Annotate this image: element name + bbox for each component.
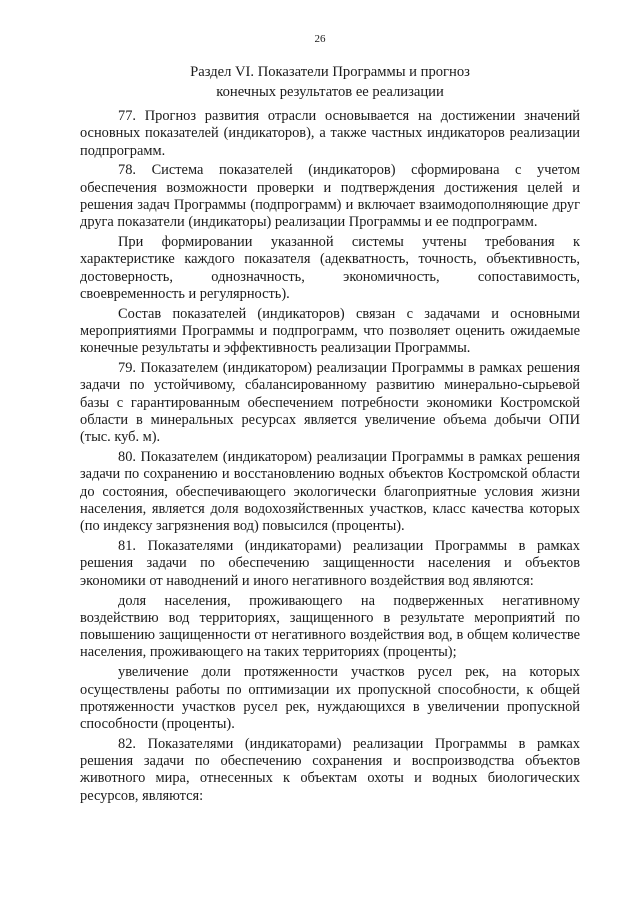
body-text — [80, 108, 580, 808]
page-number: 26 — [314, 33, 326, 45]
paragraph-81-item-1: доля населения, проживающего на подверженных негативному воздействию вод территориях, защищенного в результате мероприятий по повышению защищенности от негативного воздействия вод, в общем количестве населения, проживающего на таких территориях (проценты); — [80, 592, 580, 661]
paragraph-82: 82. Показателями (индикаторами) реализации Программы в рамках решения задачи по обеспечению сохранения и воспроизводства объектов животного мира, отнесенных к объектам охоты и водных биологических ресурсов, являются: — [80, 735, 580, 804]
paragraph-81: 81. Показателями (индикаторами) реализации Программы в рамках решения задачи по обеспечению защищенности населения и объектов экономики от наводнений и иного негативного воздействия вод являются: — [80, 538, 580, 589]
paragraph-79: 79. Показателем (индикатором) реализации Программы в рамках решения задачи по устойчивому, сбалансированному развитию минерально-сырьевой базы с гарантированным обеспечением потребности экономики Костромской области в минеральных ресурсах является увеличение объема добычи ОПИ (тыс. куб. м). — [80, 360, 580, 446]
paragraph-composition: Состав показателей (индикаторов) связан с задачами и основными мероприятиями Программы и подпрограмм, что позволяет оценить ожидаемые конечные результаты и эффективность реализации Программы. — [80, 305, 580, 357]
section-heading-line-1: Раздел VI. Показатели Программы и прогноз — [190, 64, 470, 80]
section-heading-line-2: конечных результатов ее реализации — [216, 84, 444, 100]
paragraph-78: 78. Система показателей (индикаторов) сформирована с учетом обеспечения возможности проверки и подтверждения достижения целей и решения задач Программы (подпрограмм) и включает взаимодополняющие друг друга показатели (индикаторы) реализации Программы и ее подпрограмм. — [80, 162, 580, 231]
paragraph-81-item-2: увеличение доли протяженности участков русел рек, на которых осуществлены работы по оптимизации их пропускной способности, к общей протяженности участков русел рек, нуждающихся в увеличении пропускной способности (проценты). — [80, 664, 580, 733]
paragraph-77: 77. Прогноз развития отрасли основывается на достижении значений основных показателей (индикаторов), а также частных индикаторов реализации подпрограмм. — [80, 108, 580, 159]
paragraph-80: 80. Показателем (индикатором) реализации Программы в рамках решения задачи по сохранению и восстановлению водных объектов Костромской области до состояния, обеспечивающего экологически благоприятные условия жизни населения, является доля водохозяйственных участков, класс качества которых (по индексу загрязнения вод) повысился (проценты). — [80, 449, 580, 535]
section-heading — [80, 62, 580, 102]
paragraph-requirements: При формировании указанной системы учтены требования к характеристике каждого показателя (адекватность, точность, объективность, достоверность, однозначность, экономичность, сопоставимость, своевременность и регулярность). — [80, 234, 580, 302]
